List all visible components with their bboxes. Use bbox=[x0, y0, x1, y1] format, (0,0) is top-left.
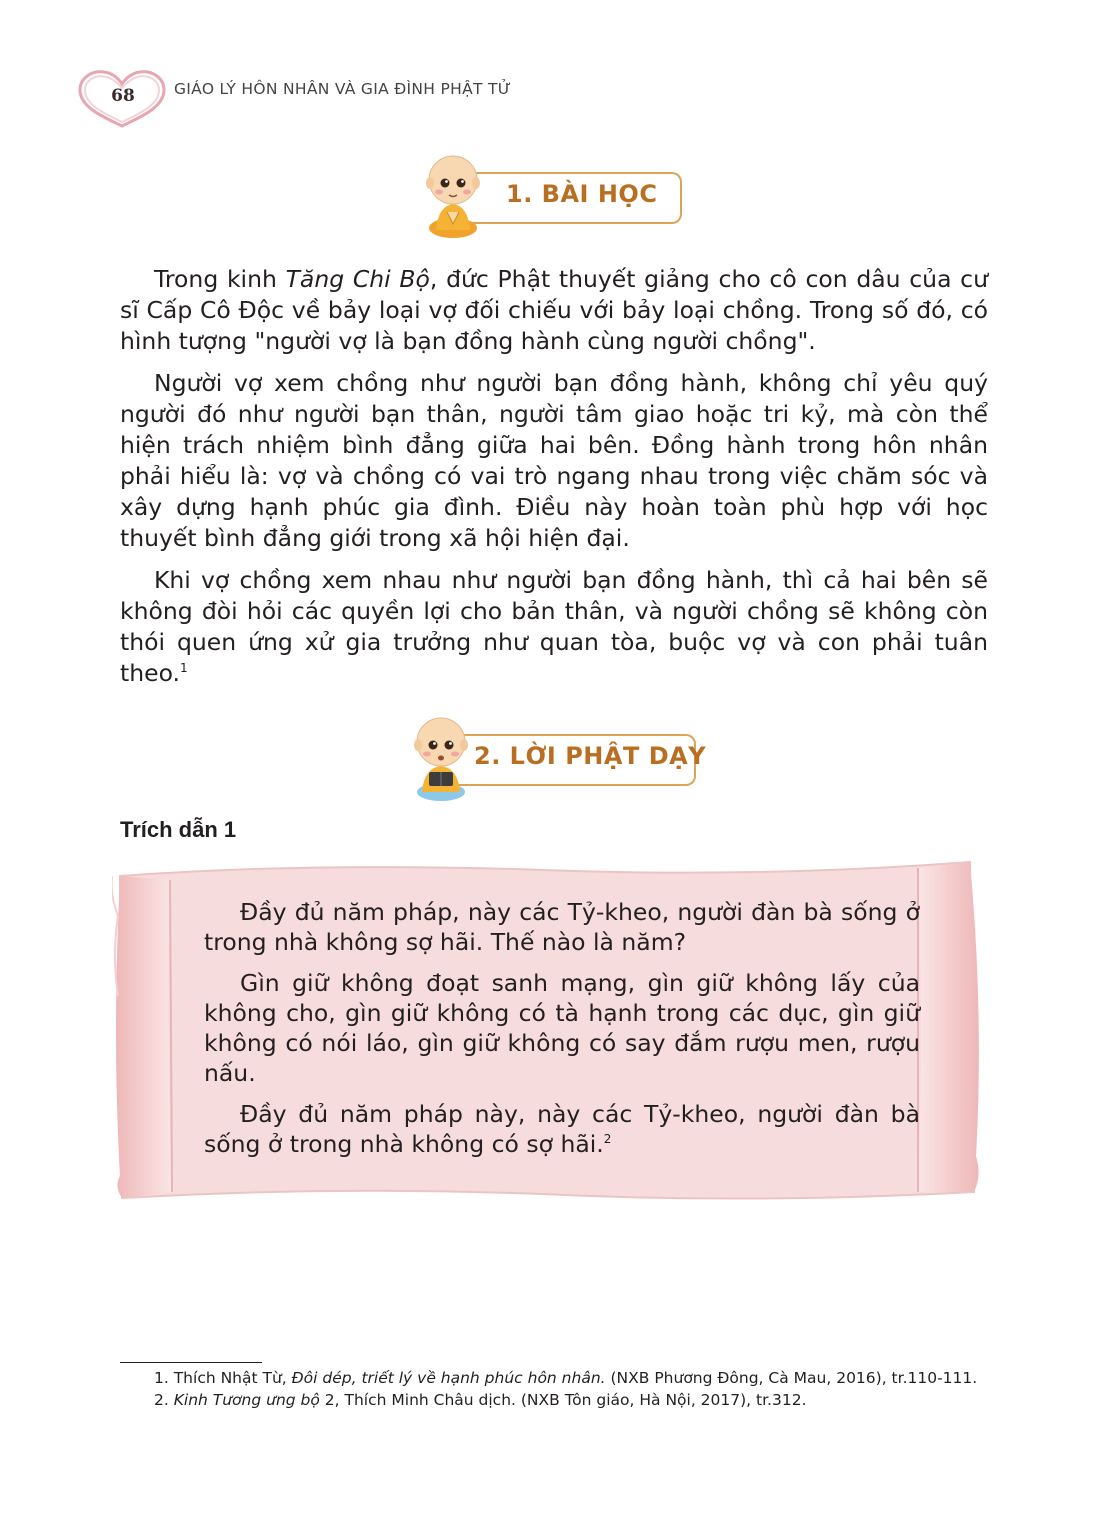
page-number: 68 bbox=[111, 86, 135, 106]
text-run: (NXB Phương Đông, Cà Mau, 2016), tr.110-111. bbox=[605, 1369, 978, 1387]
lesson-paragraph bbox=[120, 264, 988, 357]
footnote-divider bbox=[120, 1362, 262, 1363]
footnote-ref[interactable]: 1 bbox=[180, 661, 188, 676]
quote-paragraph: Gìn giữ không đoạt sanh mạng, gìn giữ không lấy của không cho, gìn giữ không có tà hạnh trong các dục, gìn giữ không có nói láo, gìn giữ không có say đắm rượu men, rượu nấu. bbox=[204, 969, 920, 1087]
text-run: , đức Phật thuyết giảng cho cô con dâu của cư sĩ Cấp Cô Độc về bảy loại vợ đối chiếu với bảy loại chồng. Trong số đó, có hình tượng "người vợ là bạn đồng hành cùng người chồng". bbox=[120, 265, 988, 355]
text-run: 2, Thích Minh Châu dịch. (NXB Tôn giáo, Hà Nội, 2017), tr.312. bbox=[319, 1390, 807, 1409]
page-header bbox=[76, 68, 596, 128]
text-run: Đầy đủ năm pháp này, này các Tỷ-kheo, người đàn bà sống ở trong nhà không có sợ hãi. bbox=[204, 1100, 920, 1158]
footnotes bbox=[120, 1368, 990, 1411]
text-run: 1. Thích Nhật Từ, bbox=[154, 1369, 292, 1387]
sutra-title: Tăng Chi Bộ bbox=[285, 265, 430, 293]
text-run: 2. bbox=[154, 1390, 174, 1409]
book-citation: Đôi dép, triết lý về hạnh phúc hôn nhân. bbox=[291, 1369, 606, 1387]
footnote-1 bbox=[120, 1368, 990, 1390]
footnote-2 bbox=[120, 1390, 990, 1412]
section-heading-lesson bbox=[414, 150, 686, 228]
lesson-paragraph: Người vợ xem chồng như người bạn đồng hành, không chỉ yêu quý người đó như người bạn thân, người tâm giao hoặc tri kỷ, mà còn thể hiện trách nhiệm bình đẳng giữa hai bên. Đồng hành trong hôn nhân phải hiểu là: vợ và chồng có vai trò ngang nhau trong việc chăm sóc và xây dựng hạnh phúc gia đình. Điều này hoàn toàn phù hợp với học thuyết bình đẳng giới trong xã hội hiện đại. bbox=[120, 369, 988, 552]
quote-paragraph bbox=[204, 1099, 920, 1159]
book-citation: Kinh Tương ưng bộ bbox=[173, 1390, 320, 1409]
monk-icon bbox=[420, 150, 486, 240]
section-title: 1. BÀI HỌC bbox=[506, 180, 658, 208]
text-run: Trong kinh bbox=[154, 265, 286, 293]
book-title: GIÁO LÝ HÔN NHÂN VÀ GIA ĐÌNH PHẬT TỬ bbox=[174, 80, 512, 98]
lesson-body bbox=[120, 264, 988, 689]
monk-reading-icon bbox=[408, 712, 474, 802]
quote-paragraph: Đầy đủ năm pháp, này các Tỷ-kheo, người đàn bà sống ở trong nhà không sợ hãi. Thế nào là năm? bbox=[204, 898, 920, 956]
section-title: 2. LỜI PHẬT DẠY bbox=[474, 742, 707, 770]
section-heading-teaching bbox=[408, 712, 707, 790]
quote-title: Trích dẫn 1 bbox=[120, 817, 237, 842]
quote-text bbox=[204, 897, 920, 1170]
text-run: Khi vợ chồng xem nhau như người bạn đồng hành, thì cả hai bên sẽ không đòi hỏi các quyền lợi cho bản thân, và người chồng sẽ không còn thói quen ứng xử gia trưởng như quan tòa, buộc vợ và con phải tuân theo. bbox=[120, 566, 988, 687]
lesson-paragraph bbox=[120, 565, 988, 689]
quote-scroll bbox=[112, 856, 982, 1208]
footnote-ref[interactable]: 2 bbox=[603, 1132, 612, 1147]
